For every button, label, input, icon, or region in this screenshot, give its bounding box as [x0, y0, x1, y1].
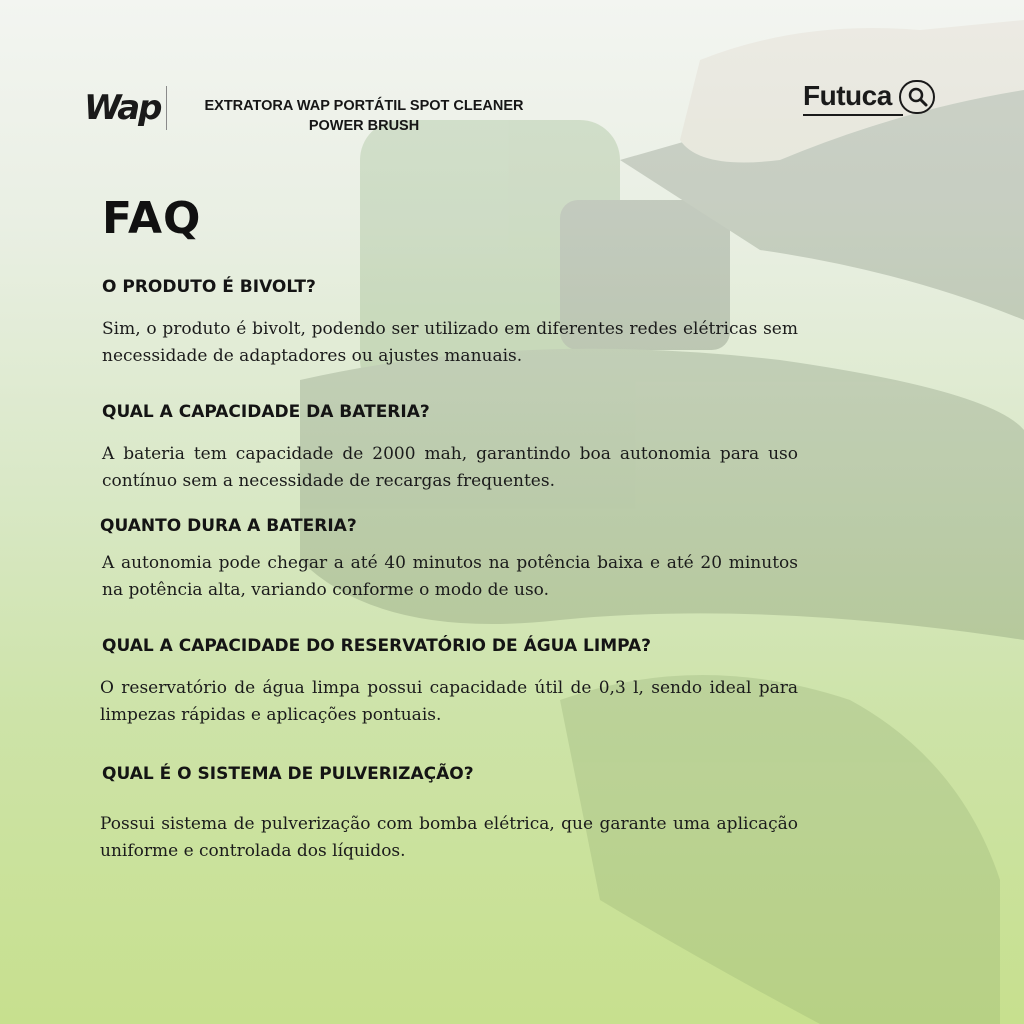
product-title — [184, 96, 544, 136]
faq-answer-5: Possui sistema de pulverização com bomba elétrica, que garante uma aplicação uniforme e controlada dos líquidos. — [100, 814, 798, 861]
header — [84, 84, 544, 134]
header-divider — [166, 86, 167, 130]
futuca-logo — [803, 78, 939, 120]
product-title-line2: POWER BRUSH — [308, 118, 420, 134]
product-title-line1: EXTRATORA WAP PORTÁTIL SPOT CLEANER — [204, 98, 524, 114]
faq-question-4: QUAL A CAPACIDADE DO RESERVATÓRIO DE ÁGUA LIMPA? — [102, 636, 652, 656]
futuca-logo-text: Futuca — [803, 80, 892, 111]
faq-question-1: O PRODUTO É BIVOLT? — [102, 277, 316, 297]
faq-question-3: QUANTO DURA A BATERIA? — [100, 516, 357, 536]
faq-title: FAQ — [102, 193, 202, 244]
faq-answer-2: A bateria tem capacidade de 2000 mah, garantindo boa autonomia para uso contínuo sem a necessidade de recargas frequentes. — [102, 444, 798, 491]
futuca-logo-underline — [803, 114, 903, 116]
magnifier-icon — [899, 80, 935, 114]
faq-question-2: QUAL A CAPACIDADE DA BATERIA? — [102, 402, 430, 422]
wap-logo: Wap — [84, 88, 161, 128]
faq-answer-4: O reservatório de água limpa possui capacidade útil de 0,3 l, sendo ideal para limpezas rápidas e aplicações pontuais. — [100, 678, 798, 725]
faq-answer-3: A autonomia pode chegar a até 40 minutos na potência baixa e até 20 minutos na potência alta, variando conforme o modo de uso. — [102, 553, 798, 600]
faq-question-5: QUAL É O SISTEMA DE PULVERIZAÇÃO? — [102, 764, 474, 784]
faq-answer-1: Sim, o produto é bivolt, podendo ser utilizado em diferentes redes elétricas sem necessidade de adaptadores ou ajustes manuais. — [102, 319, 798, 366]
